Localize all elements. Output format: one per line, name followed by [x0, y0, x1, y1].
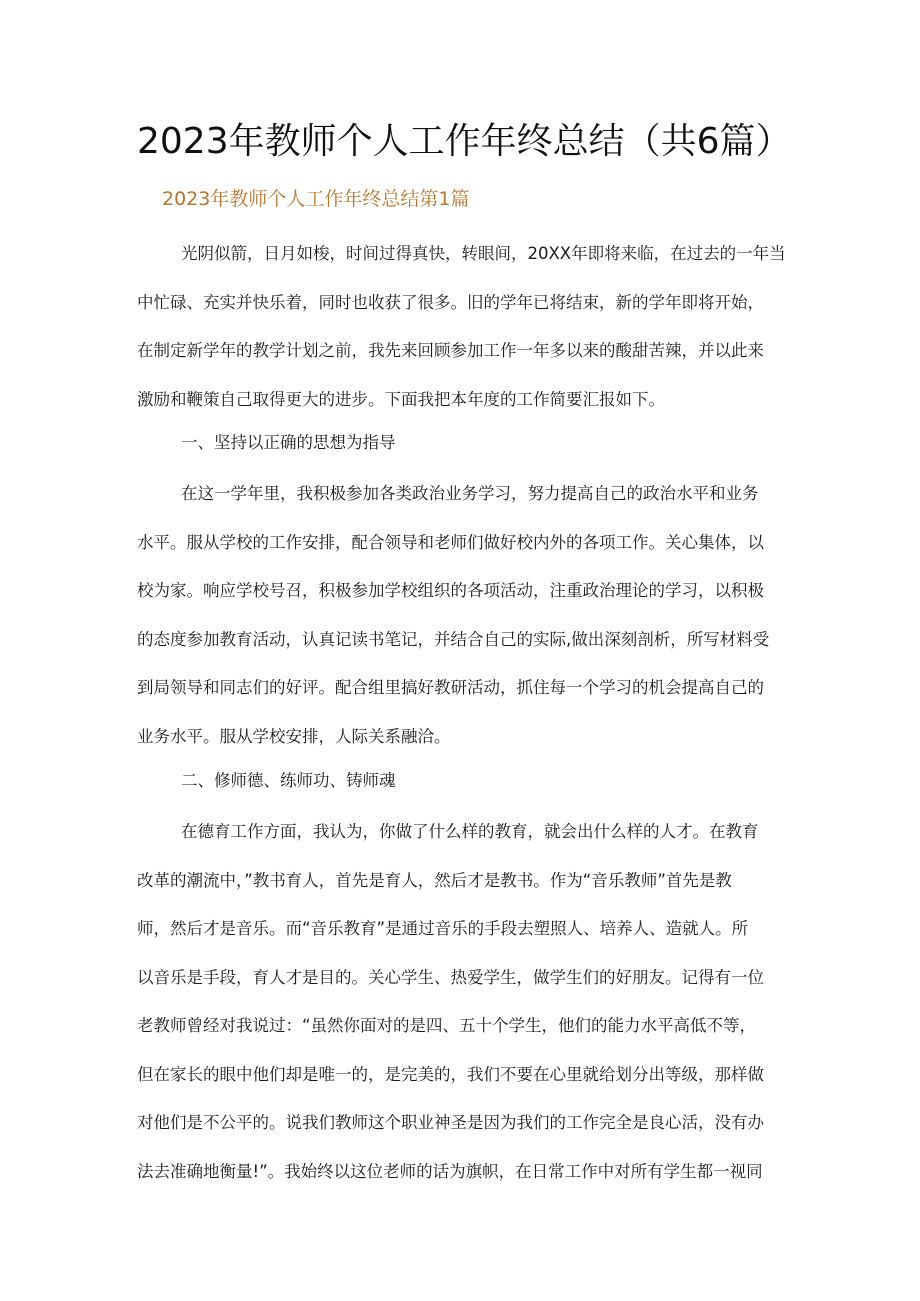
heading-two: 二、修师德、练师功、铸师魂 — [181, 771, 396, 790]
paragraph-line: 在这一学年里，我积极参加各类政治业务学习，努力提高自己的政治水平和业务 — [181, 484, 759, 503]
paragraph-intro — [137, 230, 787, 424]
paragraph-line: 以音乐是手段，育人才是目的。关心学生、热爱学生，做学生们的好朋友。记得有一位 — [137, 967, 764, 987]
paragraph-thought — [137, 470, 787, 761]
paragraph-line: 改革的潮流中，”教书育人，首先是育人，然后才是教书。作为“音乐教师”首先是教 — [137, 870, 732, 890]
paragraph-line: 在制定新学年的教学计划之前，我先来回顾参加工作一年多以来的酸甜苦辣，并以此来 — [137, 341, 764, 360]
paragraph-line: 水平。服从学校的工作安排，配合领导和老师们做好校内外的各项工作。关心集体，以 — [137, 532, 764, 552]
section-title: 2023年教师个人工作年终总结第1篇 — [162, 188, 470, 210]
paragraph-line: 校为家。响应学校号召，积极参加学校组织的各项活动，注重政治理论的学习，以积极 — [137, 581, 764, 600]
paragraph-ethics — [137, 808, 787, 1196]
paragraph-line: 师，然后才是音乐。而“音乐教育”是通过音乐的手段去塑照人、培养人、造就人。所 — [137, 919, 749, 938]
paragraph-line: 的态度参加教育活动，认真记读书笔记，并结合自己的实际,做出深刻剖析，所写材料受 — [137, 629, 770, 649]
paragraph-line: 老教师曾经对我说过：“虽然你面对的是四、五十个学生，他们的能力水平高低不等， — [137, 1016, 757, 1035]
paragraph-line: 光阴似箭，日月如梭，时间过得真快，转眼间，20XX年即将来临，在过去的一年当 — [181, 244, 786, 263]
paragraph-line: 激励和鞭策自己取得更大的进步。下面我把本年度的工作简要汇报如下。 — [137, 389, 665, 409]
paragraph-line: 在德育工作方面，我认为，你做了什么样的教育，就会出什么样的人才。在教育 — [181, 822, 759, 841]
document-title: 2023年教师个人工作年终总结（共6篇） — [137, 121, 792, 162]
paragraph-line: 业务水平。服从学校安排，人际关系融洽。 — [137, 726, 451, 746]
paragraph-line: 到局领导和同志们的好评。配合组里搞好教研活动，抓住每一个学习的机会提高自己的 — [137, 678, 764, 697]
paragraph-line: 法去准确地衡量!”。我始终以这位老师的话为旗帜，在日常工作中对所有学生都一视同 — [137, 1161, 763, 1181]
heading-one: 一、坚持以正确的思想为指导 — [181, 433, 396, 452]
paragraph-line: 但在家长的眼中他们却是唯一的，是完美的，我们不要在心里就给划分出等级，那样做 — [137, 1064, 764, 1084]
paragraph-line: 对他们是不公平的。说我们教师这个职业神圣是因为我们的工作完全是良心活，没有办 — [137, 1113, 764, 1132]
paragraph-line: 中忙碌、充实并快乐着，同时也收获了很多。旧的学年已将结束，新的学年即将开始， — [137, 292, 764, 312]
